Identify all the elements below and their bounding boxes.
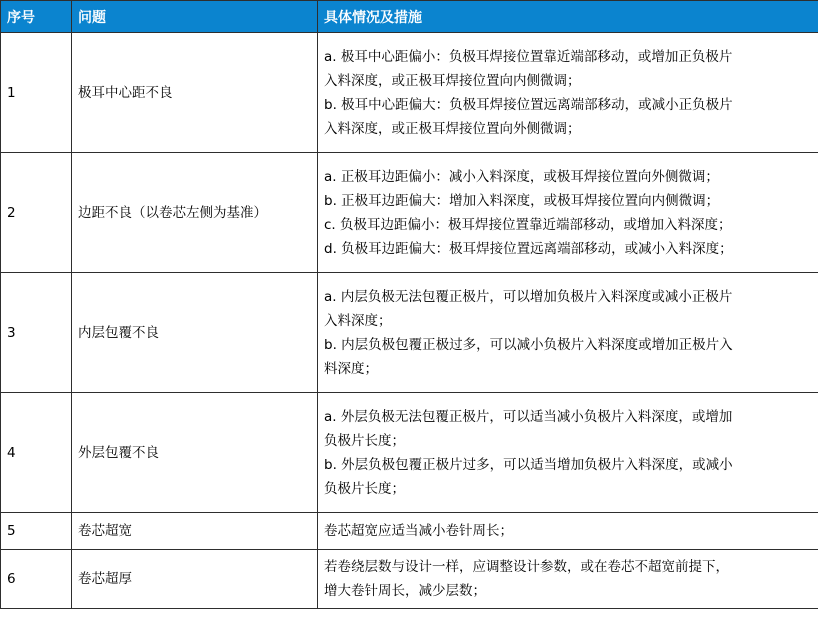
header-issue: 问题 [72, 1, 318, 33]
row-measures [318, 513, 818, 550]
table-row [1, 153, 818, 273]
measure-line: 入料深度，或正极耳焊接位置向外侧微调； [324, 120, 581, 137]
measure-line: b. 极耳中心距偏大：负极耳焊接位置远离端部移动，或减小正负极片 [324, 96, 733, 113]
table-row [1, 33, 818, 153]
measure-line: 入料深度； [324, 312, 392, 329]
measure-line: 卷芯超宽应适当减小卷针周长； [324, 523, 513, 539]
row-index: 1 [1, 33, 72, 153]
measure-line: d. 负极耳边距偏大：极耳焊接位置远离端部移动，或减小入料深度； [324, 240, 733, 257]
measure-line: 入料深度，或正极耳焊接位置向内侧微调； [324, 72, 581, 89]
row-measures [318, 393, 818, 513]
measure-line: b. 内层负极包覆正极过多，可以减小负极片入料深度或增加正极片入 [324, 336, 733, 353]
measure-line: 若卷绕层数与设计一样，应调整设计参数，或在卷芯不超宽前提下， [324, 559, 729, 575]
measure-line: a. 正极耳边距偏小：减小入料深度，或极耳焊接位置向外侧微调； [324, 168, 719, 185]
measure-line: 料深度； [324, 360, 378, 377]
row-issue: 极耳中心距不良 [72, 33, 318, 153]
row-measures [318, 153, 818, 273]
row-index: 4 [1, 393, 72, 513]
table-row [1, 273, 818, 393]
table-row [1, 393, 818, 513]
table-row [1, 513, 818, 550]
measure-line: b. 正极耳边距偏大：增加入料深度，或极耳焊接位置向内侧微调； [324, 192, 720, 209]
table-body [1, 33, 818, 609]
header-measures: 具体情况及措施 [318, 1, 818, 33]
header-index: 序号 [1, 1, 72, 33]
row-issue: 外层包覆不良 [72, 393, 318, 513]
measure-line: b. 外层负极包覆正极片过多，可以适当增加负极片入料深度，或减小 [324, 456, 733, 473]
measure-line: c. 负极耳边距偏小：极耳焊接位置靠近端部移动，或增加入料深度； [324, 216, 732, 233]
row-index: 6 [1, 550, 72, 609]
row-measures [318, 550, 818, 609]
measure-line: 负极片长度； [324, 480, 405, 497]
row-index: 3 [1, 273, 72, 393]
measure-line: 增大卷针周长，减少层数； [324, 583, 486, 599]
measure-line: a. 极耳中心距偏小：负极耳焊接位置靠近端部移动，或增加正负极片 [324, 48, 733, 65]
measure-line: a. 内层负极无法包覆正极片，可以增加负极片入料深度或减小正极片 [324, 288, 733, 305]
row-index: 2 [1, 153, 72, 273]
row-index: 5 [1, 513, 72, 550]
measure-line: 负极片长度； [324, 432, 405, 449]
header-row [1, 1, 818, 33]
row-issue: 内层包覆不良 [72, 273, 318, 393]
row-measures [318, 273, 818, 393]
measure-line: a. 外层负极无法包覆正极片，可以适当减小负极片入料深度，或增加 [324, 408, 733, 425]
row-measures [318, 33, 818, 153]
row-issue: 卷芯超宽 [72, 513, 318, 550]
row-issue: 边距不良（以卷芯左侧为基准） [72, 153, 318, 273]
row-issue: 卷芯超厚 [72, 550, 318, 609]
table-header [1, 1, 818, 33]
table-row [1, 550, 818, 609]
